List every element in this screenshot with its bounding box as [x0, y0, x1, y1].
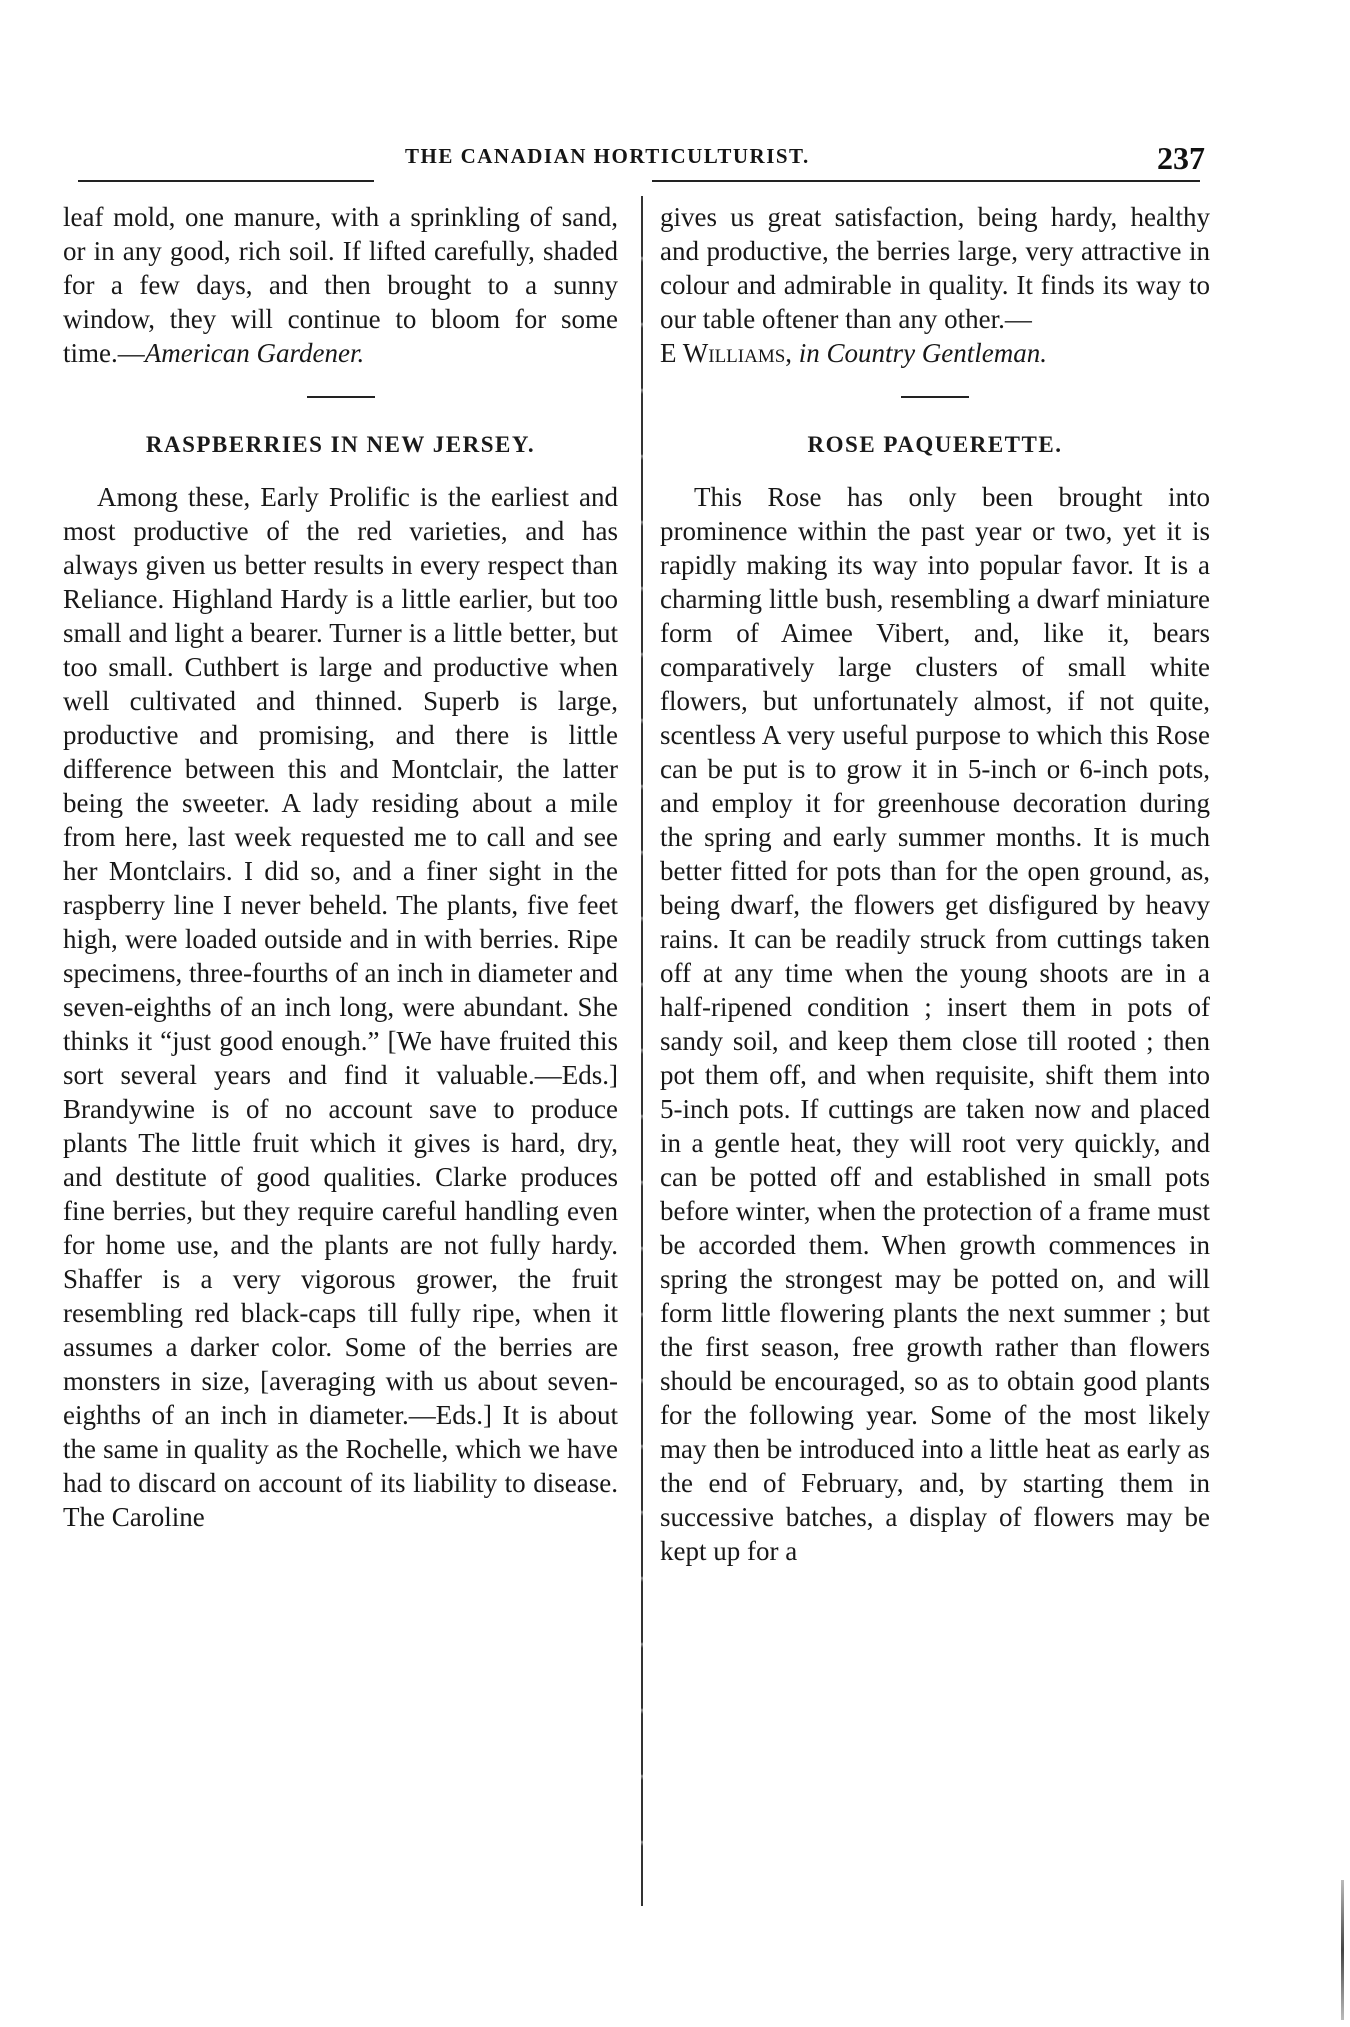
running-title: THE CANADIAN HORTICULTURIST. [405, 144, 810, 168]
article-title: ROSE PAQUERETTE. [807, 432, 1063, 457]
section-separator [901, 396, 969, 398]
left-column [63, 200, 618, 1534]
author-credit: E Williams, [660, 338, 793, 368]
continued-text: leaf mold, one manure, with a sprinkling of sand, or in any good, rich soil. If lifted carefully, shaded for a few days, and then brought to a sunny window, they will continue to bloom for some time.— [63, 202, 618, 368]
continued-paragraph [63, 200, 618, 370]
page-edge-mark [1341, 1880, 1344, 2020]
source-credit: in Country Gentleman. [798, 338, 1048, 368]
right-column [660, 200, 1210, 1568]
header-rule-left [78, 180, 374, 182]
continued-text: gives us great satisfaction, being hardy, healthy and productive, the berries large, very attractive in colour and admirable in quality. It finds its way to our table oftener than any other.— [660, 202, 1210, 334]
header-rule-right [652, 180, 1200, 182]
section-separator [307, 396, 375, 398]
article-body: This Rose has only been brought into prominence within the past year or two, yet it is rapidly making its way into popular favor. It is a charming little bush, resembling a dwarf miniature form of Aimee Vibert, and, like it, bears comparatively large clusters of small white flowers, but unfortunately almost, if not quite, scentless A very useful purpose to which this Rose can be put is to grow it in 5-inch or 6-inch pots, and employ it for greenhouse decoration during the spring and early summer months. It is much better fitted for pots than for the open ground, as, being dwarf, the flowers get disfigured by heavy rains. It can be readily struck from cuttings taken off at any time when the young shoots are in a half-ripened condition ; insert them in pots of sandy soil, and keep them close till rooted ; then pot them off, and when requisite, shift them into 5-inch pots. If cuttings are taken now and placed in a gentle heat, they will root very quickly, and can be potted off and established in small pots before winter, when the protection of a frame must be accorded them. When growth commences in spring the strongest may be potted on, and will form little flowering plants the next summer ; but the first season, free growth rather than flowers should be encouraged, so as to obtain good plants for the following year. Some of the most likely may then be introduced into a little heat as early as the end of February, and, by starting them in successive batches, a display of flowers may be kept up for a [660, 482, 1210, 1566]
column-divider [641, 196, 643, 1906]
source-credit: American Gardener. [144, 338, 365, 368]
page-header [405, 140, 1205, 180]
article-body: Among these, Early Prolific is the earliest and most productive of the red varieties, and has always given us better results in every respect than Reliance. Highland Hardy is a little earlier, but too small and light a bearer. Turner is a little better, but too small. Cuthbert is large and productive when well cultivated and thinned. Superb is large, productive and promising, and there is little difference between this and Montclair, the latter being the sweeter. A lady residing about a mile from here, last week requested me to call and see her Montclairs. I did so, and a finer sight in the raspberry line I never beheld. The plants, five feet high, were loaded outside and in with berries. Ripe specimens, three-fourths of an inch in diameter and seven-eighths of an inch long, were abundant. She thinks it “just good enough.” [We have fruited this sort several years and find it valuable.—Eds.] Brandywine is of no account save to produce plants The little fruit which it gives is hard, dry, and destitute of good qualities. Clarke produces fine berries, but they require careful handling even for home use, and the plants are not fully hardy. Shaffer is a very vigorous grower, the fruit resembling red black-caps till fully ripe, when it assumes a darker color. Some of the berries are monsters in size, [averaging with us about seven-eighths of an inch in diameter.—Eds.] It is about the same in quality as the Rochelle, which we have had to discard on account of its liability to disease. The Caroline [63, 482, 618, 1532]
article-title: RASPBERRIES IN NEW JERSEY. [145, 432, 536, 457]
page-number: 237 [1157, 140, 1205, 176]
continued-paragraph [660, 200, 1210, 370]
